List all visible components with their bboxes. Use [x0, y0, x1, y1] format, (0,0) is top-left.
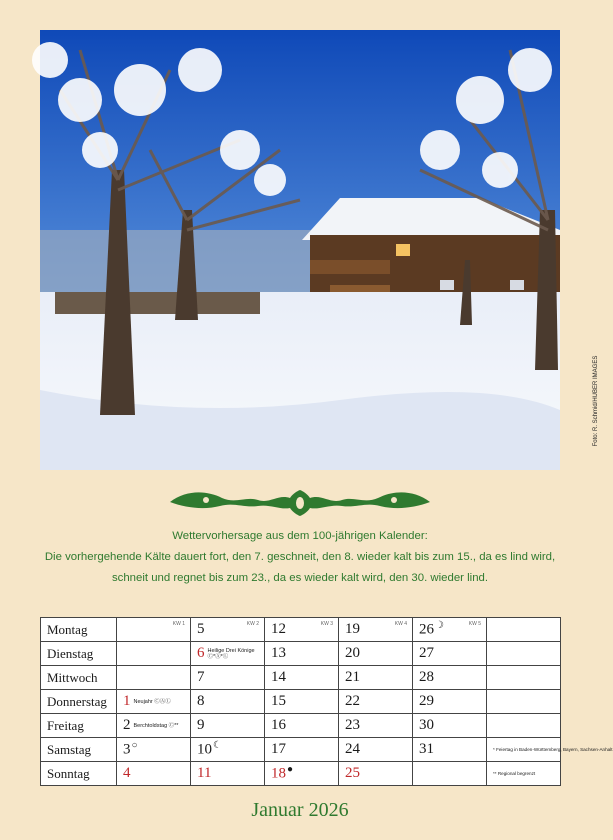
week-number: KW 2	[246, 621, 259, 627]
day-cell: 20	[339, 642, 413, 666]
day-name: Freitag	[41, 714, 117, 738]
day-name: Dienstag	[41, 642, 117, 666]
week-number: KW 3	[320, 621, 333, 627]
holiday-label: Berchtoldstag Ⓒ**	[133, 722, 179, 729]
day-cell: 2 Berchtoldstag Ⓒ**	[117, 714, 191, 738]
footnote-cell	[487, 738, 613, 762]
holiday-label: Neujahr ⒸⒶⓁ	[133, 698, 171, 705]
calendar-photo	[40, 30, 560, 470]
day-cell: 12 KW 3	[265, 618, 339, 642]
calendar-row-wednesday	[41, 666, 561, 690]
day-cell	[487, 690, 561, 714]
ornament-divider	[166, 486, 434, 518]
day-cell: 1 Neujahr ⒸⒶⓁ	[117, 690, 191, 714]
day-cell: 3○	[117, 738, 191, 762]
day-cell: 7	[191, 666, 265, 690]
day-cell: 5 KW 2	[191, 618, 265, 642]
day-cell: 6 Heilige Drei Könige Ⓒ*Ⓐ*Ⓛ	[191, 642, 265, 666]
photo-credit: Foto: R. Schmid/HUBER IMAGES	[593, 355, 599, 447]
day-cell: 27	[413, 642, 487, 666]
day-name: Montag	[41, 618, 117, 642]
forecast-heading: Wettervorhersage aus dem 100-jährigen Kalender:	[172, 530, 428, 542]
calendar-row-saturday	[41, 738, 561, 762]
footnote-cell	[487, 762, 561, 786]
day-cell: 18●	[265, 762, 339, 786]
week-number: KW 1	[172, 621, 185, 627]
day-cell: 21	[339, 666, 413, 690]
day-cell: 13	[265, 642, 339, 666]
day-cell: 24	[339, 738, 413, 762]
day-cell	[487, 618, 561, 642]
day-cell: 19 KW 4	[339, 618, 413, 642]
day-name: Donnerstag	[41, 690, 117, 714]
day-cell: 29	[413, 690, 487, 714]
day-cell: 4	[117, 762, 191, 786]
calendar-row-monday	[41, 618, 561, 642]
day-cell: 10☾	[191, 738, 265, 762]
moon-icon: ○	[131, 740, 138, 752]
day-cell	[117, 642, 191, 666]
day-cell: 25	[339, 762, 413, 786]
day-cell	[413, 762, 487, 786]
day-cell: 8	[191, 690, 265, 714]
week-number: KW 4	[394, 621, 407, 627]
day-name: Mittwoch	[41, 666, 117, 690]
footnote: ** Regional begrenzt	[493, 771, 536, 776]
calendar-row-tuesday	[41, 642, 561, 666]
calendar-row-friday	[41, 714, 561, 738]
day-cell	[117, 666, 191, 690]
calendar-grid	[40, 617, 613, 786]
day-cell: 14	[265, 666, 339, 690]
day-cell	[117, 618, 191, 642]
day-cell: 31	[413, 738, 487, 762]
day-name: Sonntag	[41, 762, 117, 786]
day-cell: 26☽ KW 5	[413, 618, 487, 642]
day-cell: 9	[191, 714, 265, 738]
winter-landscape-image	[40, 30, 560, 470]
forecast-line: schneit und regnet bis zum 23., da es wieder kalt wird, den 30. wieder lind.	[111, 572, 489, 584]
day-cell	[487, 714, 561, 738]
day-cell: 11	[191, 762, 265, 786]
day-cell: 16	[265, 714, 339, 738]
moon-icon: ●	[287, 764, 294, 776]
day-cell: 28	[413, 666, 487, 690]
holiday-label: Heilige Drei Könige Ⓒ*Ⓐ*Ⓛ	[207, 647, 255, 660]
calendar-row-sunday	[41, 762, 561, 786]
day-cell: 30	[413, 714, 487, 738]
day-name: Samstag	[41, 738, 117, 762]
weather-forecast	[40, 526, 560, 589]
day-cell: 23	[339, 714, 413, 738]
week-number: KW 5	[468, 621, 481, 627]
day-cell: 15	[265, 690, 339, 714]
forecast-line: Die vorhergehende Kälte dauert fort, den 7. geschneit, den 8. wieder kalt bis zum 15., da es lind wird,	[44, 551, 556, 563]
day-cell: 22	[339, 690, 413, 714]
calendar-row-thursday	[41, 690, 561, 714]
month-title: Januar 2026	[251, 799, 349, 821]
day-cell: 17	[265, 738, 339, 762]
day-cell	[487, 666, 561, 690]
moon-icon: ☾	[213, 740, 222, 752]
footnote: * Feiertag in Baden-Württemberg, Bayern, Sachsen-Anhalt	[493, 747, 613, 752]
moon-icon: ☽	[435, 620, 444, 632]
day-cell	[487, 642, 561, 666]
